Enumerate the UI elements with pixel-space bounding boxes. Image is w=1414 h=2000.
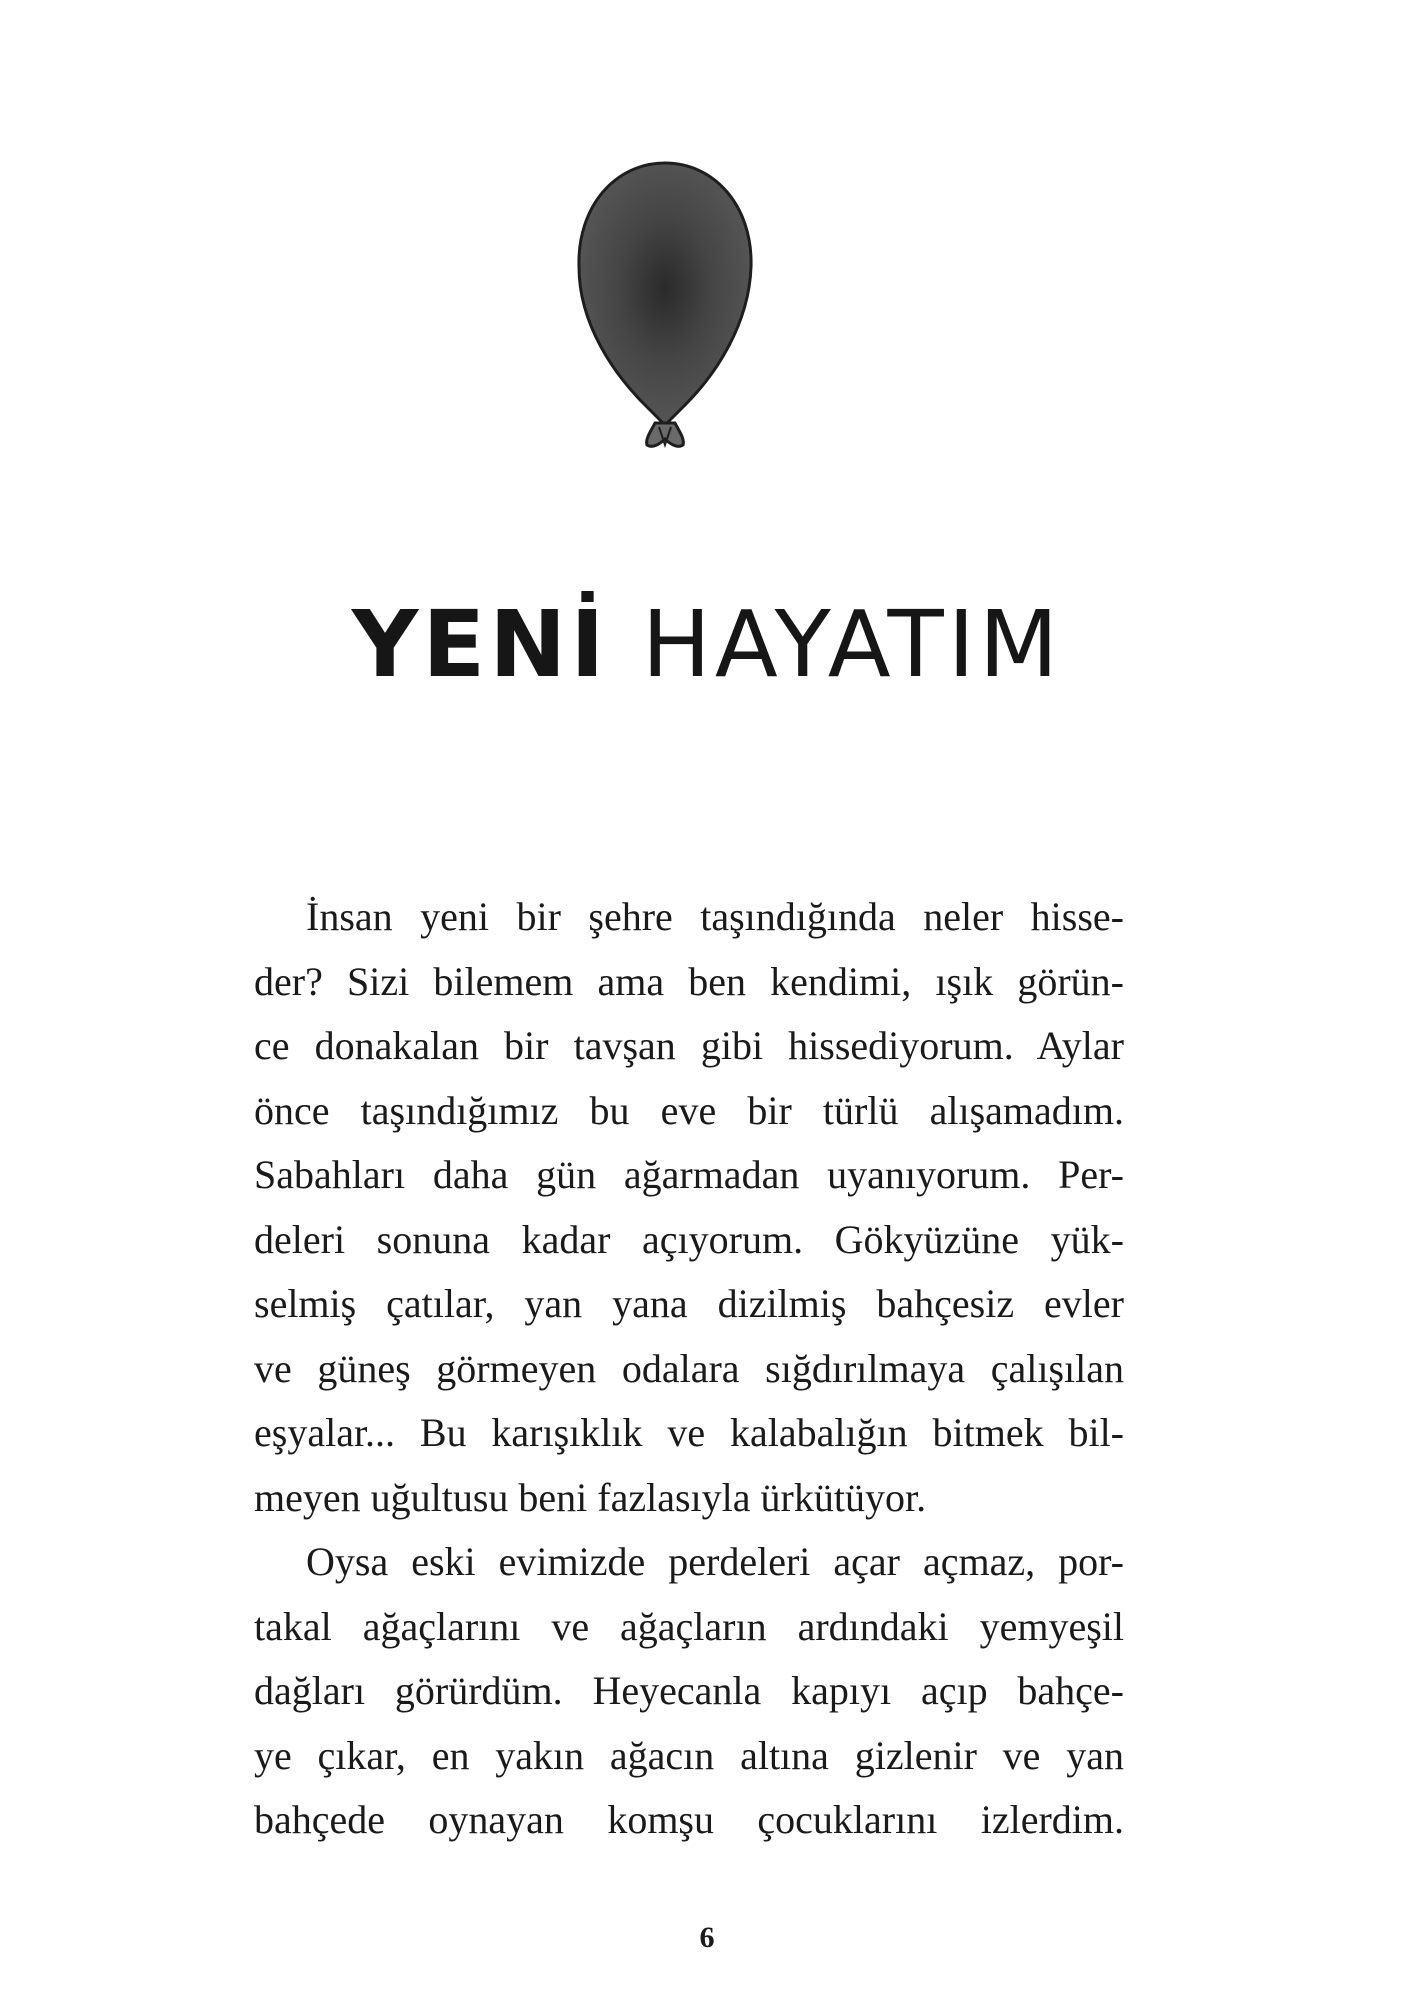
balloon-icon bbox=[565, 155, 765, 455]
text-line: ve güneş görmeyen odalara sığdırılmaya çalışılan bbox=[254, 1345, 1124, 1391]
page-number: 6 bbox=[699, 1921, 715, 1954]
text-line: deleri sonuna kadar açıyorum. Gökyüzüne yük- bbox=[254, 1216, 1124, 1262]
text-line: selmiş çatılar, yan yana dizilmiş bahçesiz evler bbox=[254, 1281, 1124, 1326]
text-line: Sabahları daha gün ağarmadan uyanıyorum. Per- bbox=[254, 1152, 1124, 1197]
text-line: meyen uğultusu beni fazlasıyla ürkütüyor. bbox=[254, 1474, 927, 1520]
text-line: dağları görürdüm. Heyecanla kapıyı açıp bahçe- bbox=[254, 1668, 1124, 1713]
paragraph-1 bbox=[254, 885, 1124, 1530]
text-line: Oysa eski evimizde perdeleri açar açmaz, por- bbox=[306, 1539, 1124, 1584]
text-line: der? Sizi bilemem ama ben kendimi, ışık görün- bbox=[254, 958, 1124, 1004]
body-text bbox=[254, 885, 1124, 1853]
chapter-title bbox=[0, 585, 1414, 705]
text-line: önce taşındığımız bu eve bir türlü alışamadım. bbox=[254, 1087, 1124, 1133]
text-line: bahçede oynayan komşu çocuklarını izlerdim. bbox=[254, 1797, 1124, 1842]
text-line: takal ağaçlarını ve ağaçların ardındaki yemyeşil bbox=[254, 1603, 1124, 1649]
text-line: ce donakalan bir tavşan gibi hissediyorum. Aylar bbox=[254, 1023, 1124, 1068]
text-line: İnsan yeni bir şehre taşındığında neler hisse- bbox=[306, 894, 1124, 939]
text-line: eşyalar... Bu karışıklık ve kalabalığın bitmek bil- bbox=[254, 1410, 1124, 1455]
chapter-title-word-1: YENİ bbox=[351, 591, 609, 698]
chapter-title-word-2: HAYATIM bbox=[641, 591, 1063, 698]
paragraph-2 bbox=[254, 1530, 1124, 1853]
text-line: ye çıkar, en yakın ağacın altına gizlenir ve yan bbox=[254, 1732, 1124, 1778]
